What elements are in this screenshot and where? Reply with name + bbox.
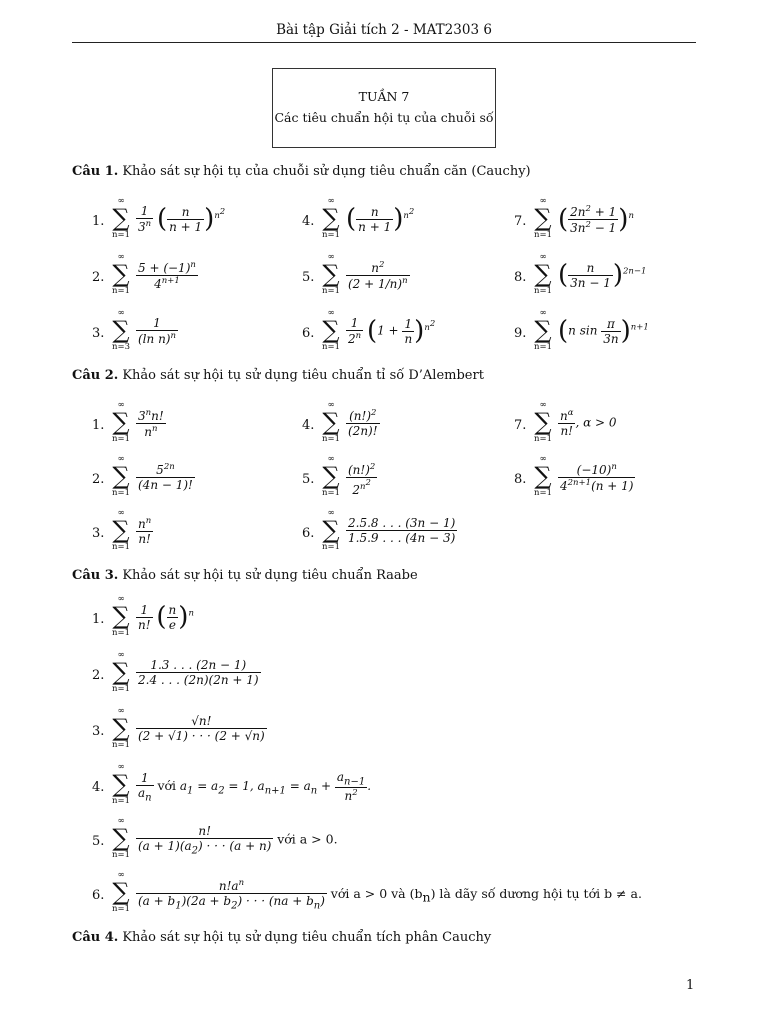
sum-sign: ∞ ∑ n=1	[321, 508, 340, 552]
sum-sign: ∞ ∑ n=1	[111, 252, 130, 296]
expression: $\frac{n!a^n}{(a + b_1)(2a + b_2) \cdot \cdot \cdot (na + b_n)}$ với a > 0 và $(b_n)$ là dãy số dương hội tụ tới b ≠ a.	[138, 878, 642, 912]
expression: $\frac{1}{n!}$ ( $\frac{n}{e}$ )$^n$	[138, 602, 194, 632]
expression: $\frac{(n!)^2}{(2n)!}$	[348, 408, 378, 438]
expression: $\frac{n^n}{n!}$	[138, 516, 152, 546]
item-number: 1.	[92, 612, 105, 627]
question-4-text: Khảo sát sự hội tụ sử dụng tiêu chuẩn tích phân Cauchy	[122, 930, 492, 945]
expression: ( $\frac{2n^2 + 1}{3n^2 - 1}$ )$^n$	[558, 204, 634, 235]
expression: $\frac{n^\alpha}{n!}$ , α > 0	[560, 408, 617, 438]
sum-sign: ∞ ∑ n=1	[321, 454, 340, 498]
question-3-label: Câu 3.	[72, 568, 119, 583]
item-number: 6.	[92, 888, 105, 903]
sum-sign: ∞ ∑ n=1	[533, 400, 552, 444]
expression: $\frac{(-10)^n}{4^{2n+1}(n + 1)}$	[560, 462, 634, 493]
sum-sign: ∞ ∑ n=1	[533, 196, 552, 240]
expression: $\frac{1}{a_n}$ với $a_1 = a_2 = 1$, $a_{n+1} = a_n$ + $\frac{a_{n-1}}{n^2}$ .	[138, 770, 372, 804]
expression: $\frac{1}{3^n}$ ( $\frac{n}{n + 1}$ )$^{n^2}$	[138, 204, 226, 234]
sum-sign: ∞ ∑ n=1	[111, 816, 130, 860]
expression: $\frac{2.5.8 . . . (3n - 1)}{1.5.9 . . . (4n - 3)}$	[348, 516, 456, 545]
item-number: 1.	[92, 418, 105, 433]
sum-sign: ∞ ∑ n=1	[533, 252, 552, 296]
expression: $\frac{1}{2^n}$ (1 + $\frac{1}{n}$ )$^{n^2}$	[348, 316, 436, 346]
sum-sign: ∞ ∑ n=3	[111, 308, 130, 352]
item-number: 5.	[302, 270, 315, 285]
question-1-label: Câu 1.	[72, 164, 119, 179]
expression: $\frac{n^2}{(2 + 1/n)^n}$	[348, 260, 408, 291]
sum-sign: ∞ ∑ n=1	[111, 594, 130, 638]
question-4-label: Câu 4.	[72, 930, 119, 945]
expression: $\frac{1}{(\ln n)^n}$	[138, 316, 176, 346]
sum-sign: ∞ ∑ n=1	[111, 454, 130, 498]
sum-sign: ∞ ∑ n=1	[111, 508, 130, 552]
expression: $\frac{3^nn!}{n^n}$	[138, 408, 164, 439]
item-number: 5.	[92, 834, 105, 849]
page-number: 1	[686, 978, 695, 993]
sum-sign: ∞ ∑ n=1	[111, 706, 130, 750]
item-number: 2.	[92, 270, 105, 285]
item-number: 6.	[302, 326, 315, 341]
item-number: 4.	[92, 780, 105, 795]
item-number: 3.	[92, 326, 105, 341]
question-4-title	[72, 930, 491, 945]
item-number: 4.	[302, 214, 315, 229]
item-number: 9.	[514, 326, 527, 341]
question-3-title	[72, 568, 418, 583]
item-number: 5.	[302, 472, 315, 487]
expression: (n sin $\frac{\pi}{3n}$ )$^{n+1}$	[558, 316, 649, 346]
expression: $\frac{n!}{(a + 1)(a_2) \cdot \cdot \cdot (a + n)}$ với a > 0.	[138, 824, 338, 857]
question-1-title	[72, 164, 531, 179]
question-2-label: Câu 2.	[72, 368, 119, 383]
week-title: TUẦN 7	[358, 89, 410, 104]
question-2-title	[72, 368, 484, 383]
expression: $\frac{1.3 . . . (2n - 1)}{2.4 . . . (2n)(2n + 1)}$	[138, 658, 259, 687]
week-box	[272, 68, 496, 148]
expression: ( $\frac{n}{3n - 1}$ )$^{2n-1}$	[558, 260, 647, 290]
sum-sign: ∞ ∑ n=1	[321, 308, 340, 352]
expression: $\frac{(n!)^2}{2^{n^2}}$	[348, 462, 376, 497]
week-subtitle: Các tiêu chuẩn hội tụ của chuỗi số	[274, 110, 494, 125]
sum-sign: ∞ ∑ n=1	[111, 762, 130, 806]
header-rule	[72, 42, 696, 43]
sum-sign: ∞ ∑ n=1	[321, 252, 340, 296]
item-number: 3.	[92, 526, 105, 541]
question-2-text: Khảo sát sự hội tụ sử dụng tiêu chuẩn tỉ số D’Alembert	[122, 368, 484, 383]
sum-sign: ∞ ∑ n=1	[111, 650, 130, 694]
expression: $\frac{√n!}{(2 + √1) \cdot \cdot \cdot (2 + √n)}$	[138, 714, 265, 743]
item-number: 4.	[302, 418, 315, 433]
sum-sign: ∞ ∑ n=1	[533, 308, 552, 352]
item-number: 7.	[514, 214, 527, 229]
item-number: 7.	[514, 418, 527, 433]
sum-sign: ∞ ∑ n=1	[533, 454, 552, 498]
expression: $\frac{5^{2n}}{(4n - 1)!}$	[138, 462, 193, 492]
sum-sign: ∞ ∑ n=1	[111, 870, 130, 914]
sum-sign: ∞ ∑ n=1	[111, 196, 130, 240]
sum-sign: ∞ ∑ n=1	[111, 400, 130, 444]
sum-sign: ∞ ∑ n=1	[321, 400, 340, 444]
question-3-text: Khảo sát sự hội tụ sử dụng tiêu chuẩn Raabe	[122, 568, 418, 583]
item-number: 6.	[302, 526, 315, 541]
item-number: 8.	[514, 270, 527, 285]
expression: $\frac{5 + (-1)^n}{4^{n+1}}$	[138, 260, 196, 291]
item-number: 2.	[92, 668, 105, 683]
question-1-text: Khảo sát sự hội tụ của chuỗi sử dụng tiêu chuẩn căn (Cauchy)	[122, 164, 531, 179]
item-number: 2.	[92, 472, 105, 487]
running-header: Bài tập Giải tích 2 - MAT2303 6	[276, 22, 492, 38]
item-number: 1.	[92, 214, 105, 229]
expression: ( $\frac{n}{n + 1}$ )$^{n^2}$	[346, 204, 415, 234]
sum-sign: ∞ ∑ n=1	[321, 196, 340, 240]
item-number: 3.	[92, 724, 105, 739]
item-number: 8.	[514, 472, 527, 487]
